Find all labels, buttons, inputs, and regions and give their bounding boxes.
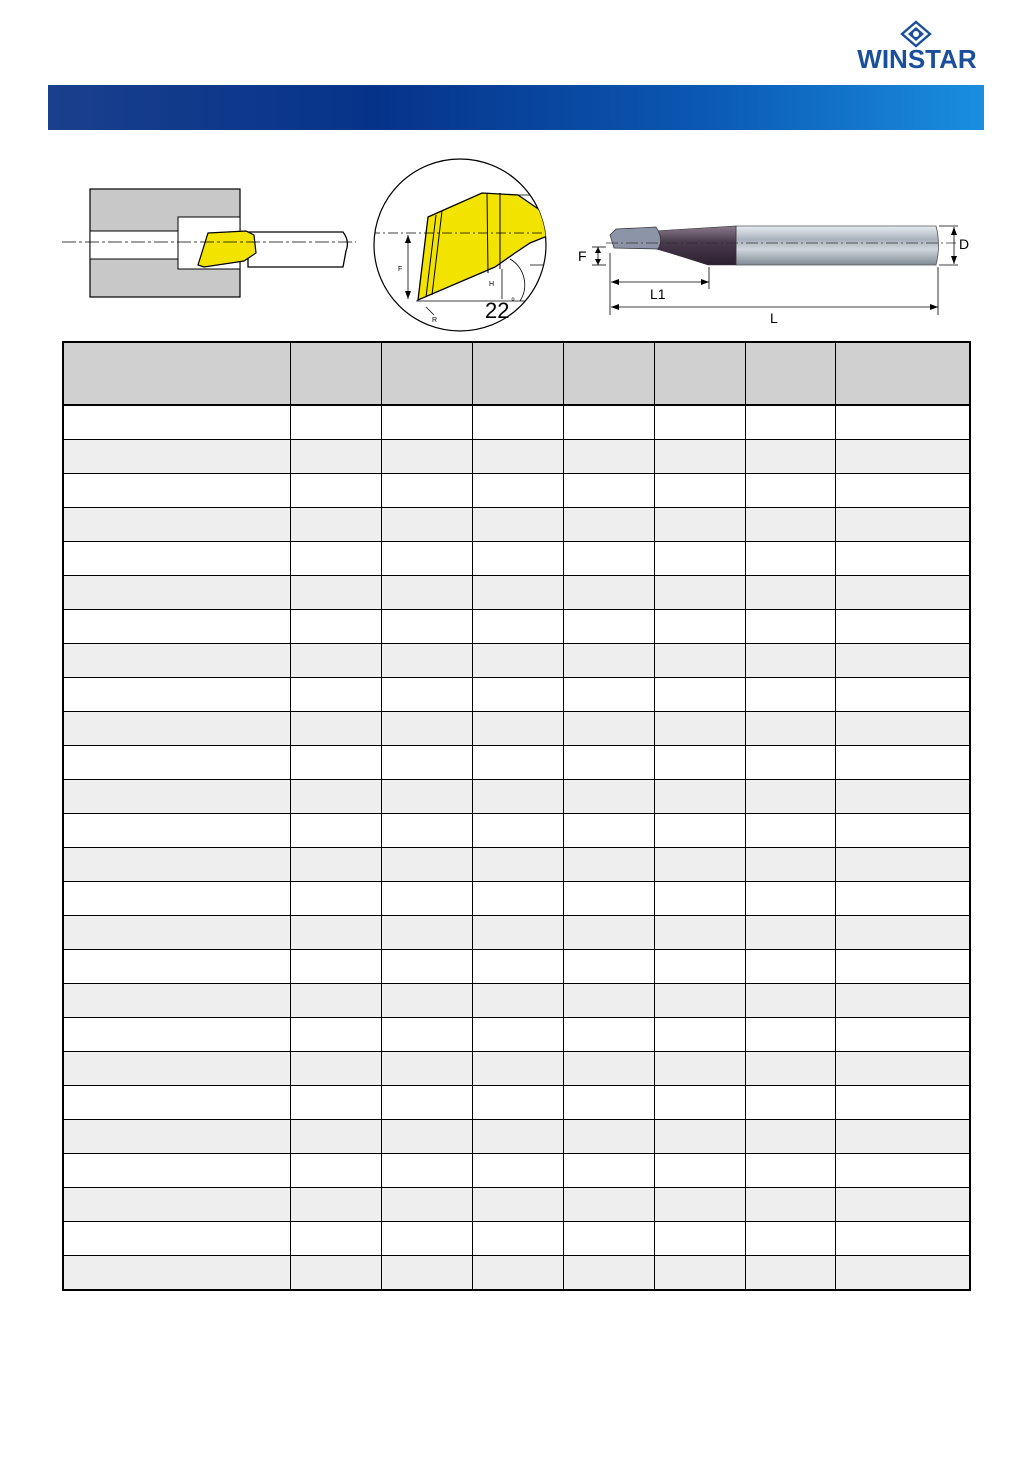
table-row [63, 678, 970, 712]
table-cell [290, 814, 381, 848]
table-cell [835, 474, 970, 508]
table-cell [472, 1018, 563, 1052]
table-cell [835, 882, 970, 916]
table-cell [381, 440, 472, 474]
table-cell [63, 814, 290, 848]
table-cell [63, 746, 290, 780]
table-cell [654, 440, 745, 474]
table-cell [563, 1256, 654, 1291]
table-cell [63, 610, 290, 644]
tool-neck [654, 226, 736, 265]
table-cell [563, 1018, 654, 1052]
table-cell [63, 1256, 290, 1291]
header-cell [63, 342, 290, 405]
table-cell [290, 848, 381, 882]
table-cell [472, 984, 563, 1018]
logo-wordmark: WINSTAR [857, 44, 977, 74]
workpiece-bore [90, 231, 178, 259]
table-cell [835, 1120, 970, 1154]
table-cell [745, 1154, 835, 1188]
table-cell [745, 1052, 835, 1086]
table-cell [63, 882, 290, 916]
header-banner [48, 85, 984, 130]
table-cell [654, 1018, 745, 1052]
table-cell [290, 712, 381, 746]
table-cell [745, 848, 835, 882]
table-row [63, 644, 970, 678]
table-cell [63, 950, 290, 984]
table-cell [563, 405, 654, 440]
table-cell [654, 746, 745, 780]
table-cell [654, 474, 745, 508]
table-cell [381, 882, 472, 916]
table-cell [381, 1052, 472, 1086]
table-cell [654, 882, 745, 916]
table-cell [745, 984, 835, 1018]
table-cell [835, 610, 970, 644]
table-cell [472, 1188, 563, 1222]
table-cell [290, 1086, 381, 1120]
table-cell [290, 1188, 381, 1222]
table-cell [563, 610, 654, 644]
table-cell [563, 950, 654, 984]
table-row [63, 405, 970, 440]
table-row [63, 1120, 970, 1154]
table-cell [63, 1052, 290, 1086]
table-cell [563, 746, 654, 780]
table-cell [563, 712, 654, 746]
table-cell [835, 440, 970, 474]
table-cell [563, 984, 654, 1018]
table-cell [745, 950, 835, 984]
table-cell [472, 678, 563, 712]
table-cell [654, 984, 745, 1018]
table-cell [472, 1120, 563, 1154]
brand-logo [846, 20, 988, 74]
table-cell [835, 712, 970, 746]
specification-table [62, 341, 971, 1291]
table-cell [472, 746, 563, 780]
table-cell [472, 440, 563, 474]
table-cell [472, 474, 563, 508]
table-cell [654, 1086, 745, 1120]
header-cell [835, 342, 970, 405]
table-cell [381, 848, 472, 882]
header-cell [745, 342, 835, 405]
table-row [63, 746, 970, 780]
table-cell [745, 440, 835, 474]
table-row [63, 474, 970, 508]
table-cell [63, 440, 290, 474]
boring-operation-figure [58, 175, 360, 305]
header-cell [290, 342, 381, 405]
table-cell [745, 1222, 835, 1256]
table-cell [654, 576, 745, 610]
table-cell [835, 1018, 970, 1052]
tool-label-d: D [959, 236, 970, 252]
table-cell [63, 1154, 290, 1188]
table-cell [290, 1154, 381, 1188]
table-cell [381, 950, 472, 984]
table-cell [290, 610, 381, 644]
table-row [63, 1086, 970, 1120]
detail-angle-unit: ° [511, 297, 515, 308]
table-cell [654, 610, 745, 644]
table-cell [290, 1052, 381, 1086]
table-cell [381, 814, 472, 848]
table-row [63, 1188, 970, 1222]
header-cell [472, 342, 563, 405]
table-cell [472, 644, 563, 678]
table-cell [381, 508, 472, 542]
table-cell [563, 440, 654, 474]
table-cell [290, 474, 381, 508]
table-cell [381, 1120, 472, 1154]
table-cell [835, 542, 970, 576]
table-row [63, 712, 970, 746]
table-cell [472, 950, 563, 984]
table-cell [290, 440, 381, 474]
table-cell [381, 1188, 472, 1222]
table-cell [563, 644, 654, 678]
table-cell [563, 814, 654, 848]
table-row [63, 984, 970, 1018]
table-cell [563, 848, 654, 882]
table-cell [835, 1086, 970, 1120]
table-cell [290, 1256, 381, 1291]
table-cell [563, 576, 654, 610]
table-row [63, 1222, 970, 1256]
table-cell [654, 1154, 745, 1188]
table-row [63, 1052, 970, 1086]
table-cell [290, 984, 381, 1018]
table-cell [745, 1120, 835, 1154]
table-cell [745, 474, 835, 508]
table-row [63, 508, 970, 542]
table-cell [63, 576, 290, 610]
table-row [63, 1256, 970, 1291]
detail-label-f: F [398, 266, 403, 273]
table-cell [654, 848, 745, 882]
table-cell [472, 508, 563, 542]
table-row [63, 780, 970, 814]
header-cell [563, 342, 654, 405]
table-cell [563, 1120, 654, 1154]
table-cell [654, 916, 745, 950]
table-cell [472, 814, 563, 848]
table-cell [654, 1052, 745, 1086]
table-cell [381, 916, 472, 950]
header-cell [381, 342, 472, 405]
table-cell [381, 1154, 472, 1188]
table-cell [654, 508, 745, 542]
table-cell [654, 1188, 745, 1222]
table-cell [381, 780, 472, 814]
tip-detail-figure [370, 155, 550, 335]
table-cell [290, 576, 381, 610]
table-cell [63, 474, 290, 508]
insert-tip-shape [198, 231, 256, 267]
table-cell [472, 916, 563, 950]
tool-shank [736, 226, 939, 265]
table-cell [63, 405, 290, 440]
table-cell [290, 542, 381, 576]
table-cell [290, 950, 381, 984]
table-cell [835, 1052, 970, 1086]
table-cell [563, 780, 654, 814]
table-cell [381, 1222, 472, 1256]
table-cell [835, 950, 970, 984]
table-row [63, 814, 970, 848]
table-cell [654, 950, 745, 984]
table-cell [290, 1222, 381, 1256]
table-cell [63, 984, 290, 1018]
table-cell [472, 405, 563, 440]
header-cell [654, 342, 745, 405]
table-cell [835, 678, 970, 712]
table-body [63, 405, 970, 1290]
table-cell [563, 474, 654, 508]
table-cell [381, 984, 472, 1018]
table-cell [745, 405, 835, 440]
table-row [63, 950, 970, 984]
table-cell [835, 508, 970, 542]
table-cell [472, 848, 563, 882]
table-cell [381, 576, 472, 610]
logo-mark-icon [902, 22, 930, 46]
table-cell [654, 542, 745, 576]
table-cell [563, 542, 654, 576]
table-cell [290, 1120, 381, 1154]
table-cell [563, 1222, 654, 1256]
table-cell [290, 405, 381, 440]
table-cell [290, 644, 381, 678]
table-cell [63, 508, 290, 542]
table-cell [745, 746, 835, 780]
table-cell [472, 1052, 563, 1086]
table-header-row [63, 342, 970, 405]
table-cell [472, 1086, 563, 1120]
table-cell [381, 1256, 472, 1291]
table-cell [563, 1188, 654, 1222]
table-cell [63, 1188, 290, 1222]
table-cell [654, 1120, 745, 1154]
table-row [63, 848, 970, 882]
table-cell [654, 712, 745, 746]
table-cell [745, 712, 835, 746]
table-cell [835, 814, 970, 848]
table-cell [654, 644, 745, 678]
table-cell [835, 916, 970, 950]
table-cell [472, 576, 563, 610]
table-cell [290, 780, 381, 814]
table-cell [654, 814, 745, 848]
table-cell [381, 678, 472, 712]
table-cell [745, 508, 835, 542]
table-cell [63, 644, 290, 678]
table-row [63, 916, 970, 950]
table-cell [835, 1256, 970, 1291]
table-cell [654, 780, 745, 814]
table-cell [654, 678, 745, 712]
table-cell [835, 1222, 970, 1256]
table-cell [654, 1256, 745, 1291]
table-cell [472, 1222, 563, 1256]
table-cell [472, 882, 563, 916]
table-row [63, 440, 970, 474]
table-cell [290, 678, 381, 712]
tool-shank-outline [248, 232, 347, 267]
detail-label-h: H [489, 281, 495, 288]
tool-label-f: F [578, 248, 587, 264]
table-cell [745, 1188, 835, 1222]
tool-label-l: L [770, 310, 778, 326]
table-cell [63, 712, 290, 746]
table-cell [472, 712, 563, 746]
table-cell [745, 610, 835, 644]
table-cell [745, 882, 835, 916]
table-cell [745, 644, 835, 678]
table-cell [472, 1256, 563, 1291]
table-cell [745, 814, 835, 848]
table-cell [654, 405, 745, 440]
table-cell [63, 1018, 290, 1052]
table-cell [835, 644, 970, 678]
table-cell [745, 1018, 835, 1052]
table-cell [563, 1052, 654, 1086]
table-cell [835, 780, 970, 814]
table-cell [563, 1154, 654, 1188]
table-cell [472, 542, 563, 576]
table-cell [63, 1120, 290, 1154]
table-cell [381, 1018, 472, 1052]
tool-label-l1: L1 [650, 286, 666, 302]
table-cell [381, 542, 472, 576]
table-cell [654, 1222, 745, 1256]
table-cell [381, 474, 472, 508]
table-cell [63, 678, 290, 712]
table-cell [745, 678, 835, 712]
table-cell [472, 1154, 563, 1188]
table-row [63, 576, 970, 610]
table-cell [563, 916, 654, 950]
table-cell [835, 576, 970, 610]
table-cell [563, 882, 654, 916]
table-cell [63, 780, 290, 814]
table-cell [381, 405, 472, 440]
table-cell [381, 1086, 472, 1120]
table-cell [563, 678, 654, 712]
table-row [63, 610, 970, 644]
table-row [63, 1154, 970, 1188]
table-cell [290, 746, 381, 780]
tool-dimension-figure [576, 215, 976, 325]
table-cell [290, 1018, 381, 1052]
table-cell [63, 916, 290, 950]
table-cell [290, 882, 381, 916]
table-cell [745, 780, 835, 814]
table-cell [745, 542, 835, 576]
detail-angle-value: 22 [485, 298, 510, 323]
table-cell [63, 848, 290, 882]
table-row [63, 1018, 970, 1052]
table-cell [290, 916, 381, 950]
table-cell [835, 984, 970, 1018]
table-row [63, 542, 970, 576]
table-cell [63, 542, 290, 576]
table-cell [563, 508, 654, 542]
table-cell [835, 1188, 970, 1222]
table-cell [381, 712, 472, 746]
table-cell [381, 644, 472, 678]
table-cell [745, 916, 835, 950]
table-cell [745, 576, 835, 610]
tool-tip [610, 227, 661, 249]
table-cell [835, 746, 970, 780]
table-cell [835, 405, 970, 440]
table-cell [563, 1086, 654, 1120]
table-cell [381, 610, 472, 644]
table-cell [745, 1086, 835, 1120]
table-cell [381, 746, 472, 780]
table-cell [835, 1154, 970, 1188]
table-cell [63, 1222, 290, 1256]
detail-label-r: R [432, 317, 438, 324]
table-cell [472, 610, 563, 644]
table-cell [290, 508, 381, 542]
table-cell [472, 780, 563, 814]
table-cell [63, 1086, 290, 1120]
table-row [63, 882, 970, 916]
table-cell [835, 848, 970, 882]
table-cell [745, 1256, 835, 1291]
